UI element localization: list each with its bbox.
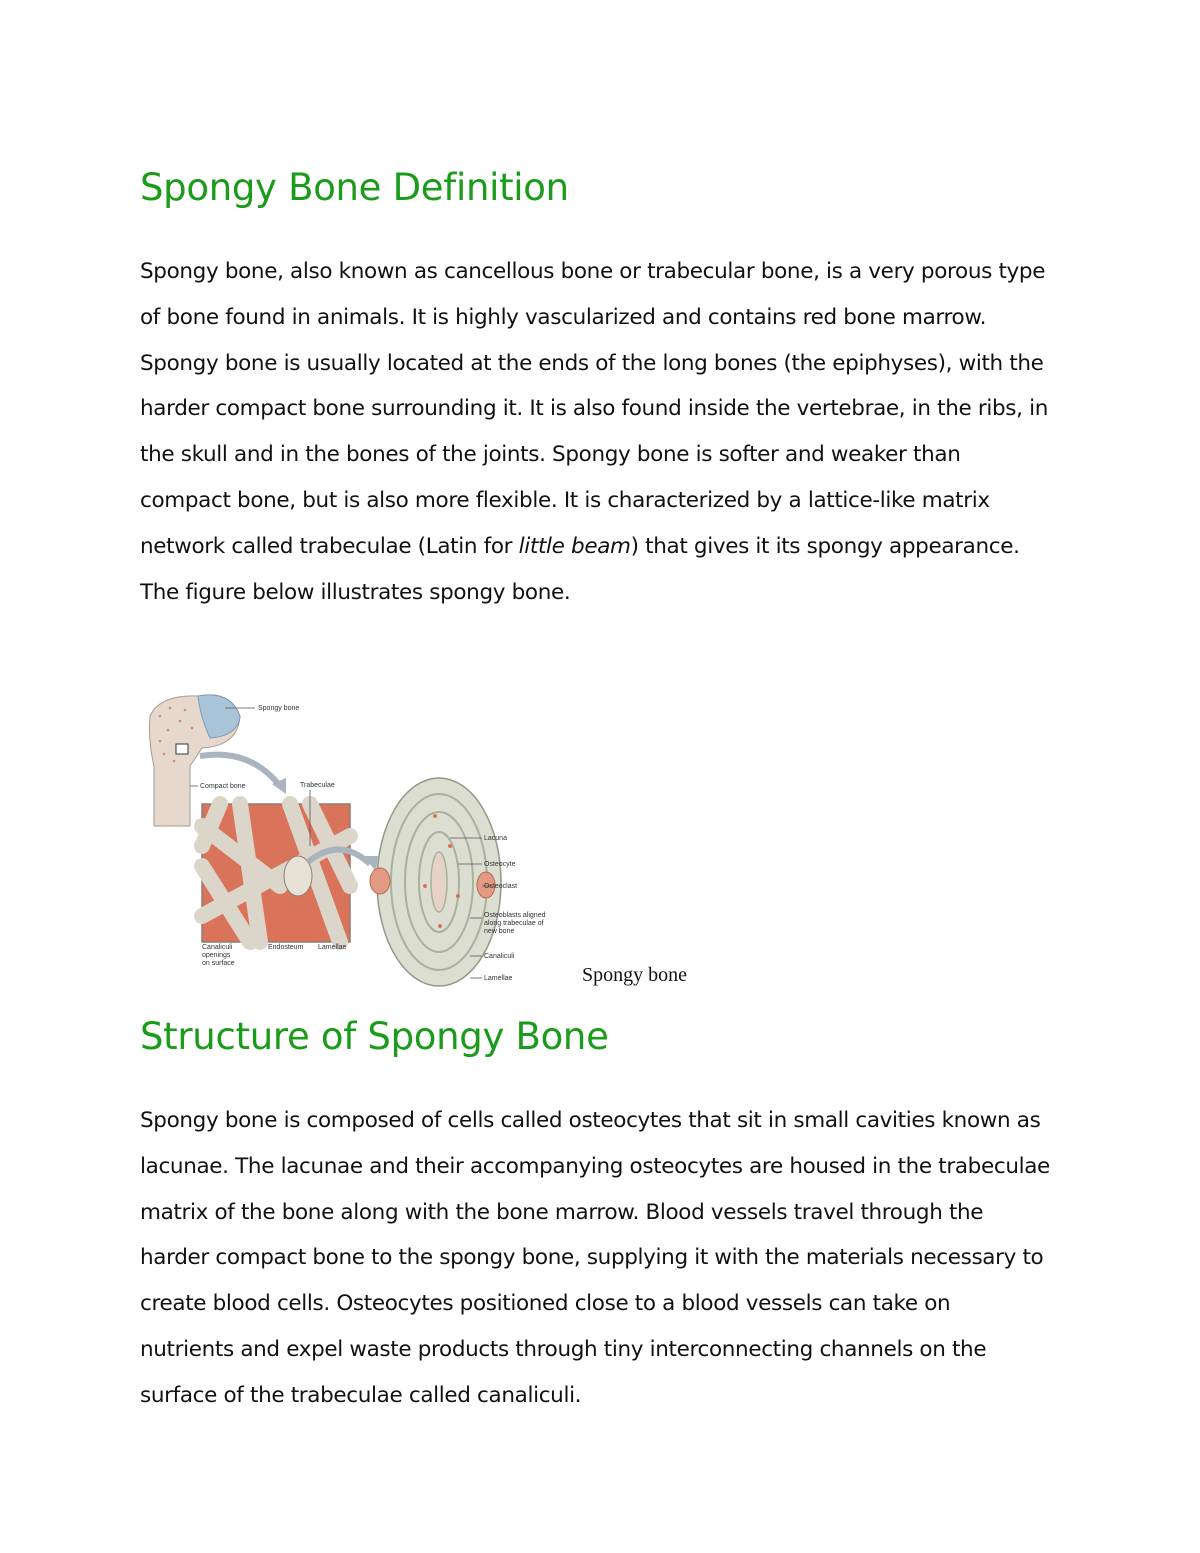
trabeculae-block	[202, 804, 350, 942]
label-lamellae: Lamellae	[318, 944, 347, 951]
label-osteoblasts-2: along trabeculae of	[484, 920, 544, 927]
label-endosteum: Endosteum	[268, 944, 304, 951]
label-canaliculi-openings-1: Canaliculi	[202, 944, 233, 951]
label-spongy-bone: Spongy bone	[258, 705, 300, 712]
spongy-bone-figure	[140, 686, 585, 988]
label-trabeculae: Trabeculae	[300, 782, 335, 789]
label-lacuna: Lacuna	[484, 835, 507, 842]
definition-text: Spongy bone, also known as cancellous bone or trabecular bone, is a very porous type of bone found in animals. It is highly vascularized and contains red bone marrow. Spongy bone is usually located at the ends of the long bones (the epiphyses), with the harder compact bone surrounding it. It is also found inside the vertebrae, in the ribs, in the skull and in the bones of the joints. Spongy bone is softer and weaker than compact bone, but is also more flexible. It is characterized by a lattice-like matrix network called trabeculae (Latin for	[140, 259, 1048, 559]
section-heading-definition: Spongy Bone Definition	[140, 166, 569, 209]
label-osteoclast: Osteoclast	[484, 883, 518, 890]
definition-paragraph	[140, 249, 1050, 615]
label-osteoblasts-3: new bone	[484, 928, 515, 935]
label-canaliculi-openings-2: openings	[202, 952, 231, 959]
definition-italic-term: little beam	[518, 533, 631, 559]
section-heading-structure: Structure of Spongy Bone	[140, 1015, 609, 1058]
structure-paragraph: Spongy bone is composed of cells called osteocytes that sit in small cavities known as lacunae. The lacunae and their accompanying osteocytes are housed in the trabeculae matrix of the bone along with the bone marrow. Blood vessels travel through the harder compact bone to the spongy bone, supplying it with the materials necessary to create blood cells. Osteocytes positioned close to a blood vessels can take on nutrients and expel waste products through tiny interconnecting channels on the surface of the trabeculae called canaliculi.	[140, 1108, 1050, 1408]
label-compact-bone: Compact bone	[200, 783, 246, 790]
label-canaliculi-openings-3: on surface	[202, 960, 235, 967]
label-osteocyte: Osteocyte	[484, 861, 516, 868]
trabecula-cross-section	[370, 778, 501, 986]
figure-caption: Spongy bone	[582, 964, 687, 986]
spongy-bone-illustration	[140, 686, 585, 988]
label-osteoblasts-1: Osteoblasts aligned	[484, 912, 546, 919]
label-lamellae-2: Lamellae	[484, 975, 513, 982]
definition-text-end: ) that gives it its spongy appearance. The figure below illustrates spongy bone.	[140, 533, 1020, 605]
label-canaliculi: Canaliculi	[484, 953, 515, 960]
